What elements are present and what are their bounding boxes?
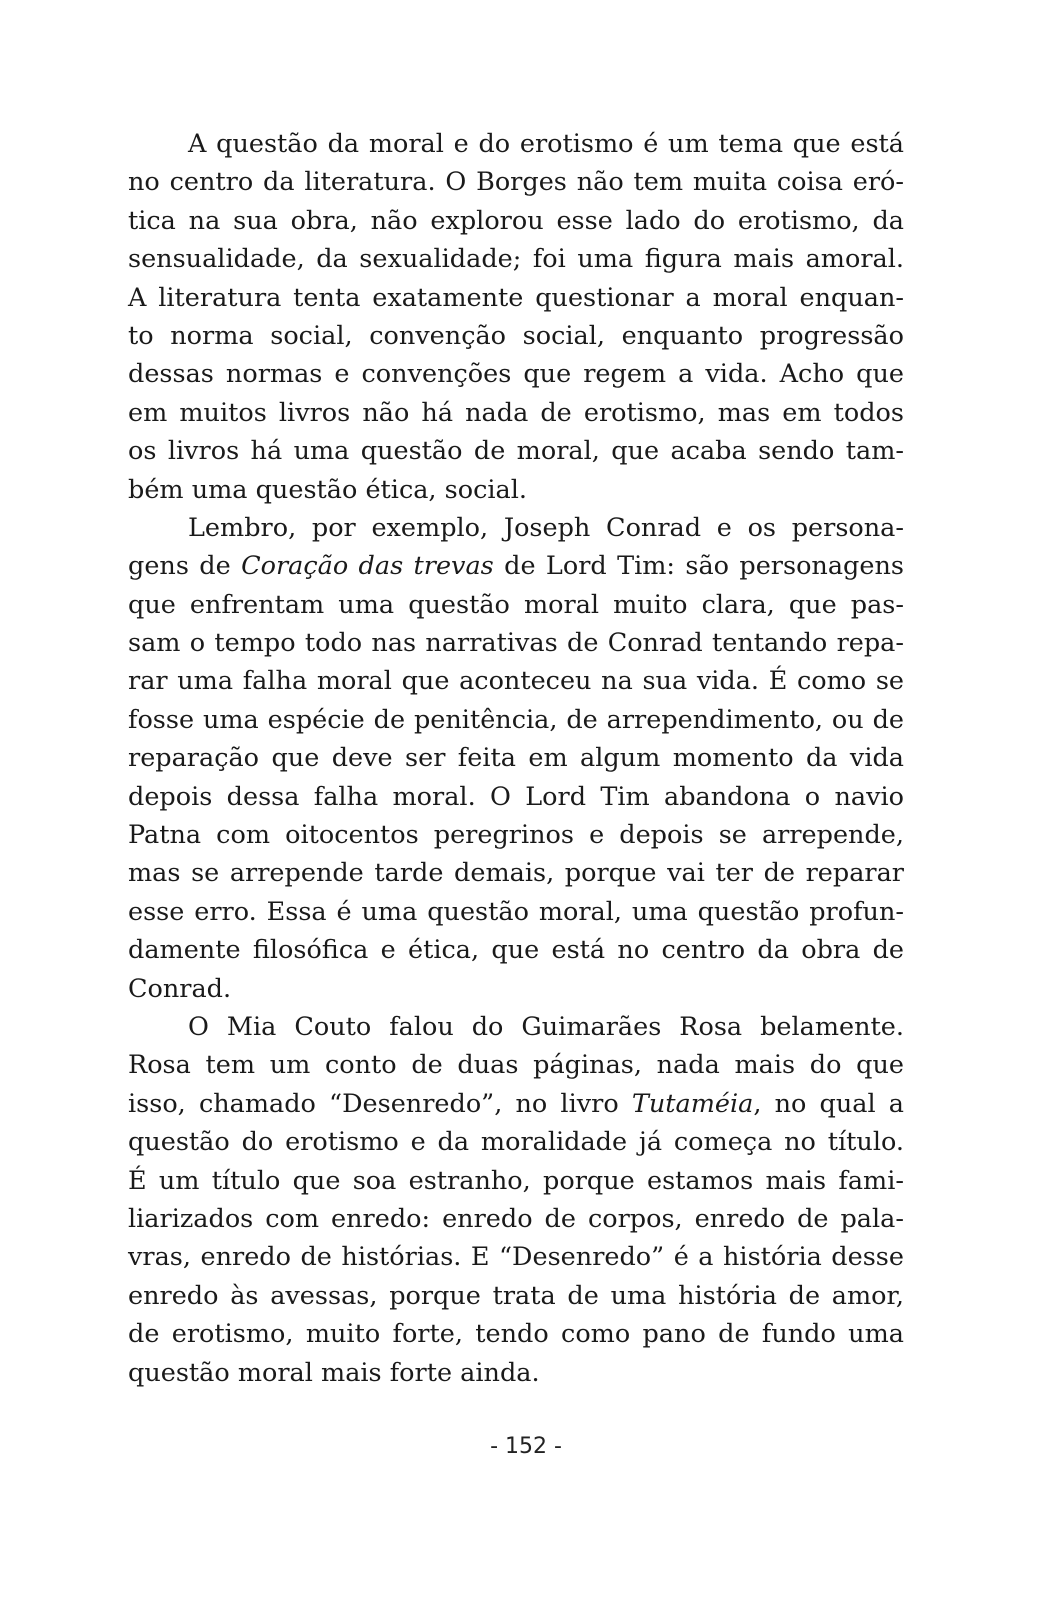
text-segment: de Lord Tim: são personagens [493,551,904,582]
text-line: to norma social, convenção social, enquanto progressão [128,320,904,351]
text-line: sensualidade, da sexualidade; foi uma figura mais amoral. [128,244,904,275]
text-segment: , no qual a [753,1088,904,1119]
text-segment: isso, chamado “Desenredo”, no livro [128,1088,632,1119]
text-line: no centro da literatura. O Borges não tem muita coisa eró- [128,167,904,198]
text-line: Lembro, por exemplo, Joseph Conrad e os persona- [188,512,904,543]
text-segment: gens de [128,551,242,582]
text-line: damente filosófica e ética, que está no centro da obra de [128,935,904,966]
body-text [128,125,904,1392]
text-line: tica na sua obra, não explorou esse lado do erotismo, da [128,205,904,236]
text-line: sam o tempo todo nas narrativas de Conrad tentando repa- [128,628,904,659]
text-line: que enfrentam uma questão moral muito clara, que pas- [128,589,904,620]
text-line: bém uma questão ética, social. [128,474,527,505]
text-line: enredo às avessas, porque trata de uma história de amor, [128,1280,904,1311]
text-line: questão do erotismo e da moralidade já começa no título. [128,1127,904,1158]
text-line: Rosa tem um conto de duas páginas, nada mais do que [128,1050,904,1081]
text-line [128,1085,904,1123]
text-line: questão moral mais forte ainda. [128,1357,540,1388]
text-line: A literatura tenta exatamente questionar a moral enquan- [128,282,904,313]
text-line: os livros há uma questão de moral, que acaba sendo tam- [128,436,904,467]
text-line: em muitos livros não há nada de erotismo, mas em todos [128,397,904,428]
text-line: liarizados com enredo: enredo de corpos, enredo de pala- [128,1203,904,1234]
paragraph [128,509,904,1008]
text-line: mas se arrepende tarde demais, porque vai ter de reparar [128,858,904,889]
paragraph [128,125,904,509]
paragraph [128,1008,904,1392]
text-line: esse erro. Essa é uma questão moral, uma questão profun- [128,896,904,927]
text-line: fosse uma espécie de penitência, de arrependimento, ou de [128,704,904,735]
page-number: - 152 - [490,1434,562,1459]
text-line: Conrad. [128,973,232,1004]
text-line: depois dessa falha moral. O Lord Tim abandona o navio [128,781,904,812]
text-line: dessas normas e convenções que regem a vida. Acho que [128,359,904,390]
text-line [128,547,904,585]
text-line: rar uma falha moral que aconteceu na sua vida. É como se [128,666,904,697]
text-line: de erotismo, muito forte, tendo como pano de fundo uma [128,1319,904,1350]
text-line: vras, enredo de histórias. E “Desenredo” é a história desse [128,1242,904,1273]
text-line: O Mia Couto falou do Guimarães Rosa belamente. [188,1011,904,1042]
text-line: A questão da moral e do erotismo é um tema que está [188,129,904,159]
text-line: Patna com oitocentos peregrinos e depois se arrepende, [128,820,904,851]
text-line: reparação que deve ser feita em algum momento da vida [128,743,904,774]
book-title: Coração das trevas [241,551,494,582]
book-title: Tutaméia [631,1088,754,1119]
text-line: É um título que soa estranho, porque estamos mais fami- [128,1165,904,1196]
